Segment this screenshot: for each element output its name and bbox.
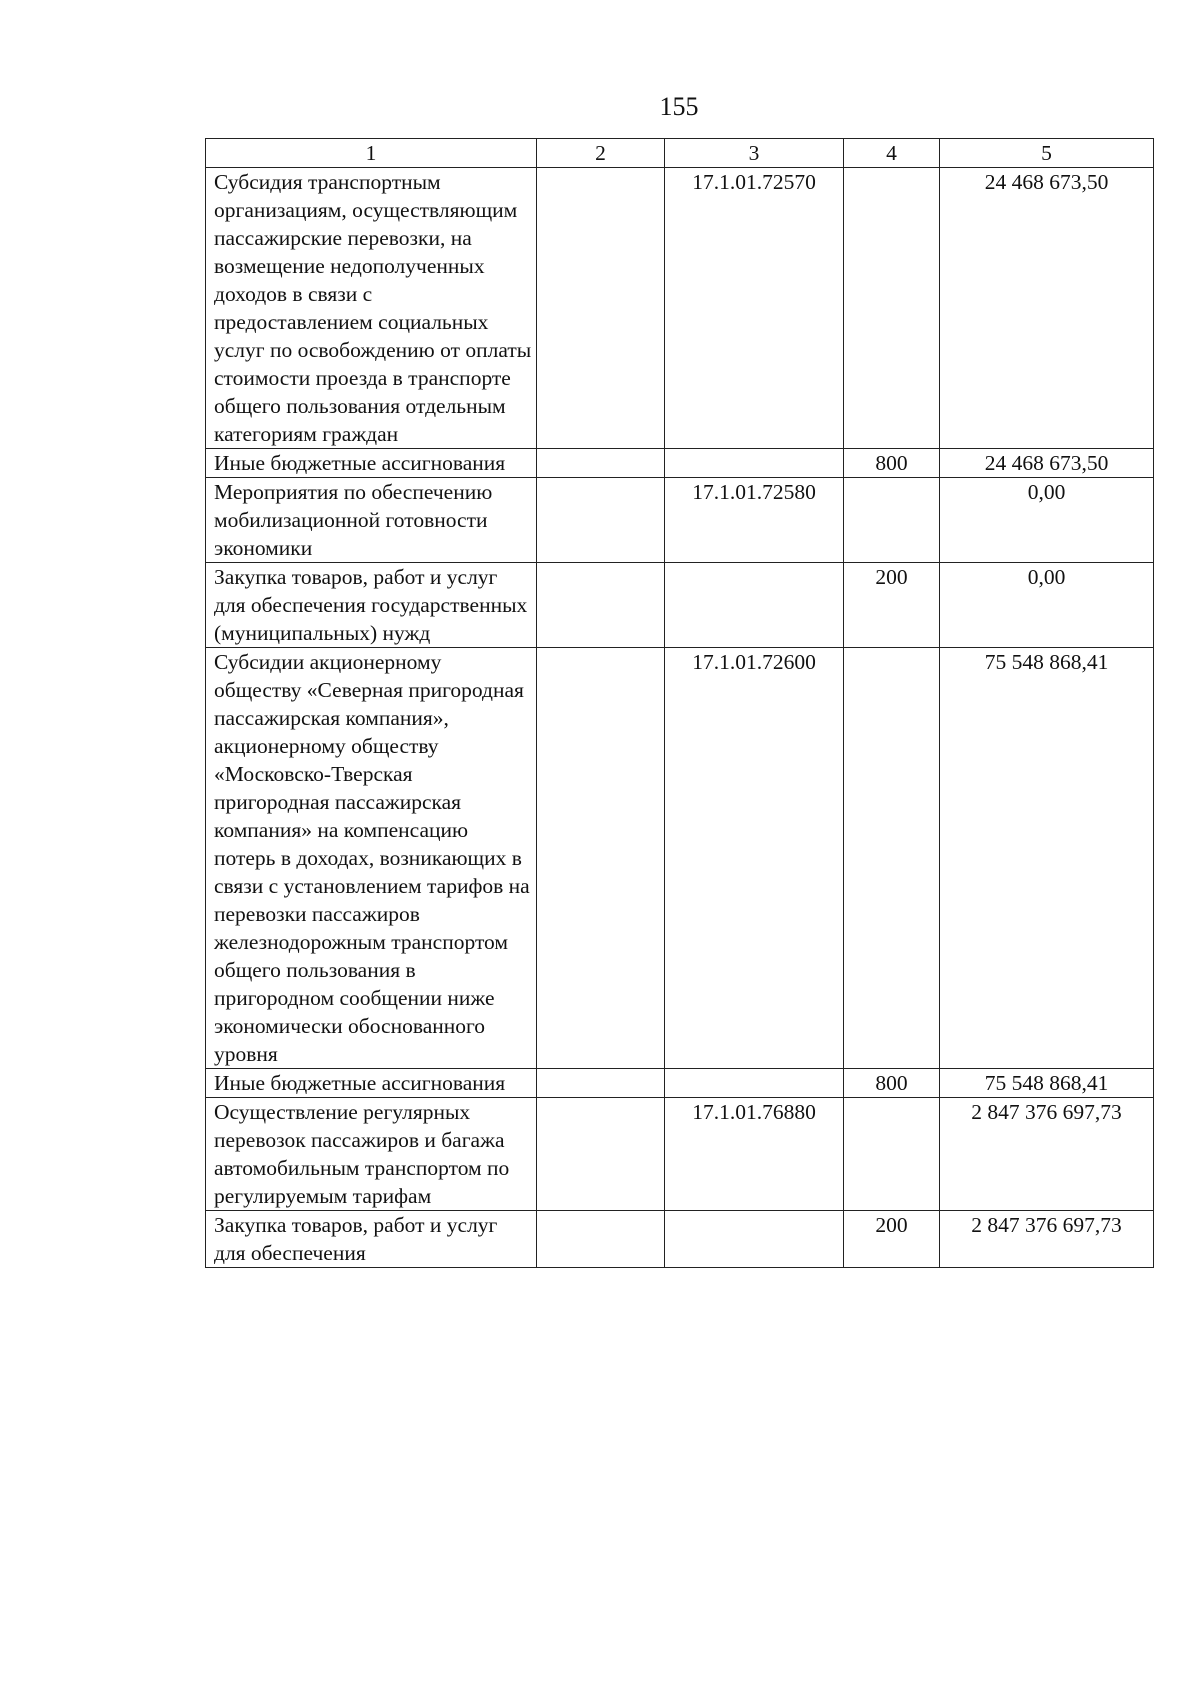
header-col-3: 3: [665, 139, 844, 168]
row-vr-cell: [844, 648, 940, 1069]
row-vr-cell: 200: [844, 563, 940, 648]
row-col2-cell: [537, 648, 665, 1069]
row-name-cell: Субсидия транспортным организациям, осуществляющим пассажирские перевозки, на возмещение недополученных доходов в связи с предоставлением социальных услуг по освобождению от оплаты стоимости проезда в транспорте общего пользования отдельным категориям граждан: [206, 168, 537, 449]
row-col2-cell: [537, 1211, 665, 1268]
header-col-1: 1: [206, 139, 537, 168]
table-row: [206, 168, 1154, 449]
row-name-cell: Закупка товаров, работ и услуг для обеспечения: [206, 1211, 537, 1268]
row-sum-cell: 75 548 868,41: [940, 648, 1154, 1069]
row-code-cell: 17.1.01.76880: [665, 1098, 844, 1211]
row-vr-cell: [844, 168, 940, 449]
row-name-cell: Осуществление регулярных перевозок пассажиров и багажа автомобильным транспортом по регулируемым тарифам: [206, 1098, 537, 1211]
table-header: [206, 139, 1154, 168]
row-code-cell: [665, 563, 844, 648]
row-col2-cell: [537, 449, 665, 478]
row-sum-cell: 2 847 376 697,73: [940, 1211, 1154, 1268]
row-col2-cell: [537, 168, 665, 449]
row-col2-cell: [537, 1069, 665, 1098]
row-name-cell: Субсидии акционерному обществу «Северная пригородная пассажирская компания», акционерному обществу «Московско-Тверская пригородная пассажирская компания» на компенсацию потерь в доходах, возникающих в связи с установлением тарифов на перевозки пассажиров железнодорожным транспортом общего пользования в пригородном сообщении ниже экономически обоснованного уровня: [206, 648, 537, 1069]
row-code-cell: [665, 1211, 844, 1268]
row-name-cell: Закупка товаров, работ и услуг для обеспечения государственных (муниципальных) нужд: [206, 563, 537, 648]
budget-table: [205, 138, 1154, 1268]
row-name-cell: Иные бюджетные ассигнования: [206, 1069, 537, 1098]
table-row: [206, 449, 1154, 478]
row-col2-cell: [537, 478, 665, 563]
row-vr-cell: 800: [844, 449, 940, 478]
row-sum-cell: 0,00: [940, 563, 1154, 648]
row-vr-cell: [844, 478, 940, 563]
row-code-cell: 17.1.01.72570: [665, 168, 844, 449]
row-code-cell: 17.1.01.72600: [665, 648, 844, 1069]
table-row: [206, 1211, 1154, 1268]
row-col2-cell: [537, 563, 665, 648]
row-sum-cell: 0,00: [940, 478, 1154, 563]
row-col2-cell: [537, 1098, 665, 1211]
page-number: 155: [659, 92, 699, 121]
row-sum-cell: 24 468 673,50: [940, 168, 1154, 449]
table-row: [206, 1069, 1154, 1098]
row-code-cell: 17.1.01.72580: [665, 478, 844, 563]
table-row: [206, 478, 1154, 563]
row-code-cell: [665, 1069, 844, 1098]
row-sum-cell: 24 468 673,50: [940, 449, 1154, 478]
table-body: [206, 168, 1154, 1268]
row-sum-cell: 75 548 868,41: [940, 1069, 1154, 1098]
table-row: [206, 563, 1154, 648]
row-name-cell: Иные бюджетные ассигнования: [206, 449, 537, 478]
header-row: [206, 139, 1154, 168]
row-sum-cell: 2 847 376 697,73: [940, 1098, 1154, 1211]
header-col-5: 5: [940, 139, 1154, 168]
row-vr-cell: 200: [844, 1211, 940, 1268]
table-row: [206, 648, 1154, 1069]
row-code-cell: [665, 449, 844, 478]
header-col-4: 4: [844, 139, 940, 168]
header-col-2: 2: [537, 139, 665, 168]
row-vr-cell: 800: [844, 1069, 940, 1098]
table-row: [206, 1098, 1154, 1211]
row-vr-cell: [844, 1098, 940, 1211]
row-name-cell: Мероприятия по обеспечению мобилизационной готовности экономики: [206, 478, 537, 563]
